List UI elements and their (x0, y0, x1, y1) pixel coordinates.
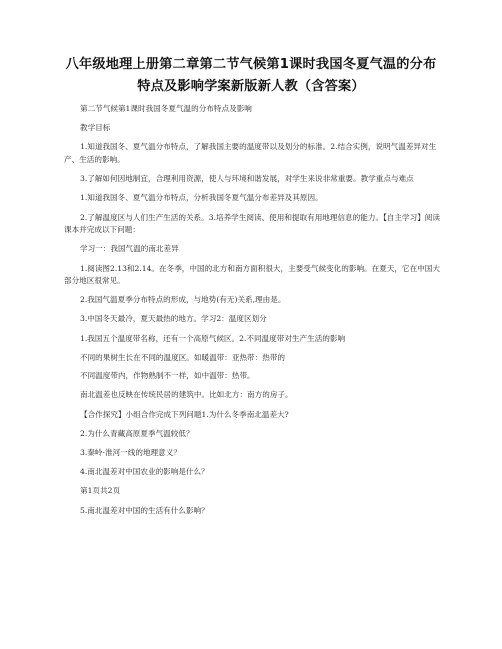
cooperative-inquiry-question-2: 2.为什么青藏高原夏季气温较低？ (80, 428, 194, 438)
section-heading: 第二节气候第1课时我国冬夏气温的分布特点及影响 (80, 104, 252, 113)
study-one-question-1: 1.阅读图2.13和2.14。在冬季，中国的北方和南方面积很大，主要受气候变化的影响。在夏天，它在中国大部分地区很常见。 (64, 263, 440, 286)
study-one-heading: 学习一：我国气温的南北差异 (80, 244, 179, 254)
document-title (60, 54, 442, 98)
dwelling-difference-line: 南北温差也反映在传统民居的建筑中。比如北方：南方的房子。 (80, 390, 293, 400)
document-title-line-1: 八年级地理上册第二章第二节气候第1课时我国冬夏气温的分布 (65, 57, 437, 72)
study-one-question-2: 2.我国气温夏季分布特点的形成，与地势(有无)关系,理由是。 (80, 295, 286, 305)
key-point-paragraph-2: 2.了解温度区与人们生产生活的关系。3.培养学生阅读、使用和提取有用地理信息的能力。【自主学习】阅读课本并完成以下问题： (64, 212, 440, 235)
page-number-text: 第1页共2页 (80, 486, 121, 496)
document-body (64, 103, 440, 524)
document-title-line-2: 特点及影响学案新版新人教（含答案） (137, 79, 365, 94)
cooperative-inquiry-question-1: 【合作探究】小组合作完成下列问题1.为什么冬季南北温差大? (80, 409, 289, 419)
teaching-goals-heading: 教学目标 (80, 123, 111, 133)
key-point-paragraph-1: 1.知道我国冬、夏气温分布特点，分析我国冬夏气温分布差异及其原因。 (80, 193, 323, 203)
temperature-zone-crop-line: 不同温度带内，作物熟制不一样，如中温带：热带。 (80, 371, 255, 381)
temperature-zone-question-1: 1.我国五个温度带名称，还有一个高原气候区。2.不同温度带对生产生活的影响 (80, 333, 346, 343)
goal-paragraph-2: 3.了解如何因地制宜，合理利用资源，使人与环境和谐发展，对学生来说非常重要。教学重点与难点 (80, 174, 414, 184)
cooperative-inquiry-question-4: 4.南北温差对中国农业的影响是什么？ (80, 467, 209, 477)
temperature-zone-fruit-line: 不同的果树生长在不同的温度区。如暖温带：亚热带：热带的 (80, 352, 286, 362)
cooperative-inquiry-question-5: 5.南北温差对中国的生活有什么影响？ (80, 505, 209, 515)
cooperative-inquiry-question-3: 3.秦岭-淮河一线的地理意义？ (80, 447, 181, 457)
study-one-question-3: 3.中国冬天最冷，夏天最热的地方。学习2：温度区划分 (80, 314, 267, 324)
goal-paragraph-1: 1.知道我国冬、夏气温分布特点，了解我国主要的温度带以及划分的标准。2.结合实例，说明气温差异对生产、生活的影响。 (64, 142, 437, 164)
